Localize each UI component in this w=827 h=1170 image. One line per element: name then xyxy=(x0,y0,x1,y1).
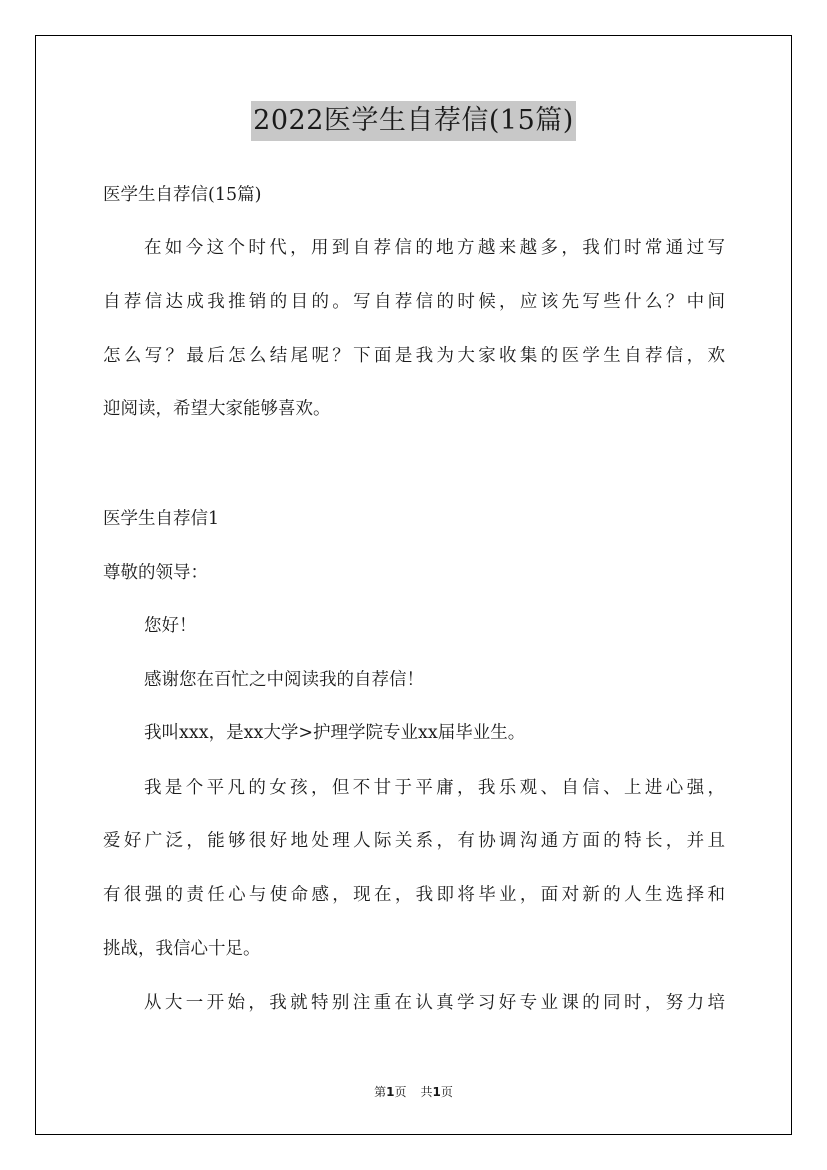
paragraph-2-line-1: 从大一开始，我就特别注重在认真学习好专业课的同时，努力培 xyxy=(144,993,725,1013)
intro-line-3: 怎么写？最后怎么结尾呢？下面是我为大家收集的医学生自荐信，欢 xyxy=(103,346,725,366)
footer-page-current: 1 xyxy=(386,1085,395,1099)
title-container xyxy=(0,101,827,141)
section-heading: 医学生自荐信1 xyxy=(103,509,220,529)
intro-line-2: 自荐信达成我推销的目的。写自荐信的时候，应该先写些什么？中间 xyxy=(103,292,725,312)
paragraph-1-line-4: 挑战，我信心十足。 xyxy=(103,939,261,959)
footer-page-mid: 页 xyxy=(394,1085,407,1099)
footer-page-prefix: 第 xyxy=(374,1085,387,1099)
paragraph-1-line-2: 爱好广泛，能够很好地处理人际关系，有协调沟通方面的特长，并且 xyxy=(103,831,725,851)
footer-total-prefix: 共 xyxy=(420,1085,433,1099)
footer-total-suffix: 页 xyxy=(440,1085,453,1099)
intro-line-4: 迎阅读，希望大家能够喜欢。 xyxy=(103,399,331,419)
page-footer xyxy=(0,1084,827,1100)
thanks-line: 感谢您在百忙之中阅读我的自荐信！ xyxy=(144,670,424,690)
paragraph-1-line-1: 我是个平凡的女孩，但不甘于平庸，我乐观、自信、上进心强， xyxy=(144,778,725,798)
document-title: 2022医学生自荐信(15篇) xyxy=(251,101,576,141)
intro-line-1: 在如今这个时代，用到自荐信的地方越来越多，我们时常通过写 xyxy=(144,238,725,258)
footer-page-total: 1 xyxy=(432,1085,441,1099)
paragraph-1-line-3: 有很强的责任心与使命感，现在，我即将毕业，面对新的人生选择和 xyxy=(103,885,725,905)
self-intro-line: 我叫xxx，是xx大学>护理学院专业xx届毕业生。 xyxy=(144,723,526,743)
greeting: 您好！ xyxy=(144,616,197,636)
salutation: 尊敬的领导： xyxy=(103,563,208,583)
document-subtitle: 医学生自荐信(15篇) xyxy=(103,185,262,205)
